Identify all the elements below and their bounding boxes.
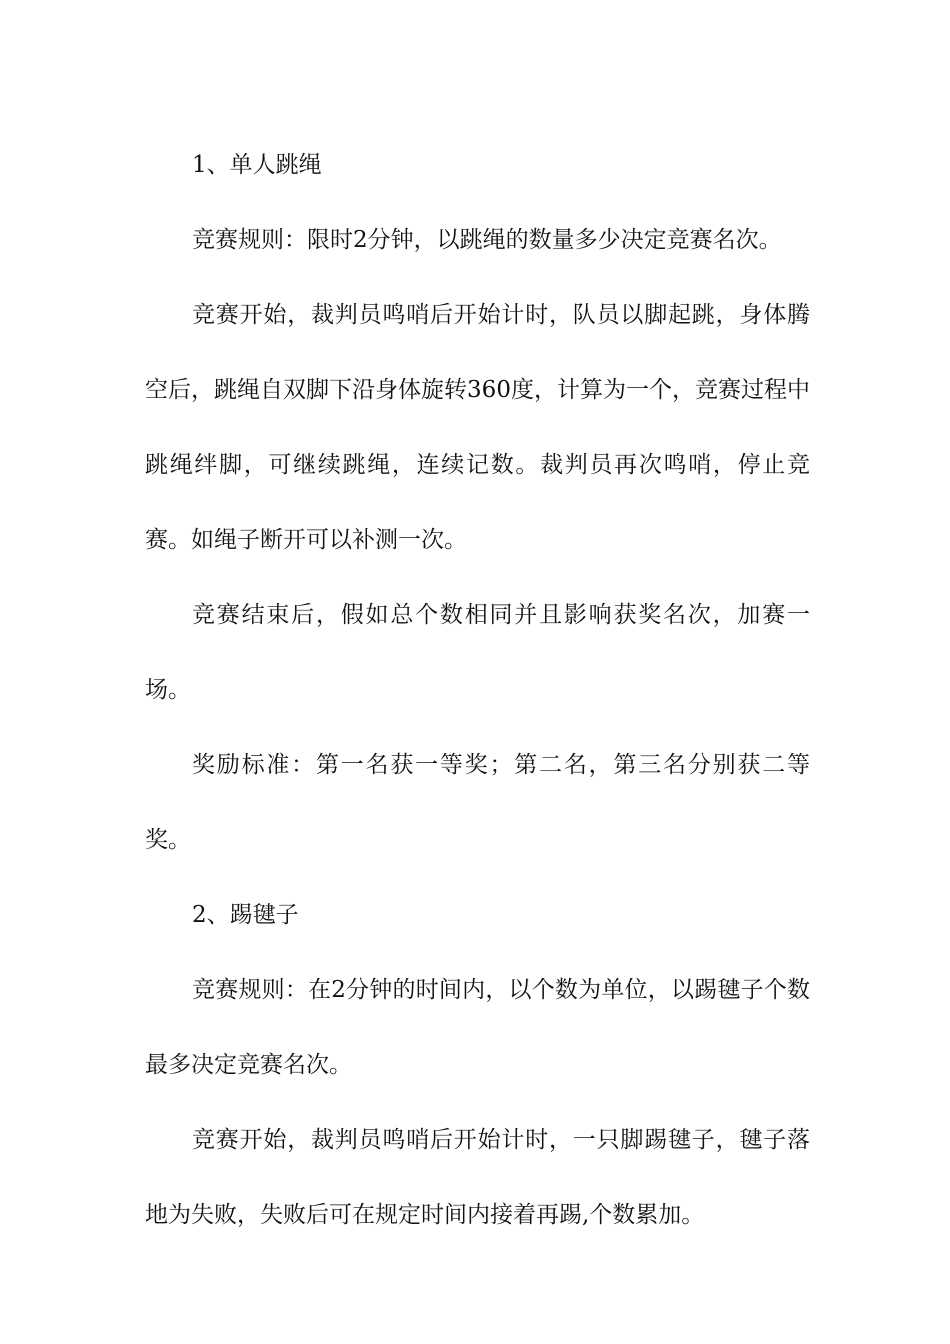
paragraph-rope-procedure: 竞赛开始，裁判员鸣哨后开始计时，队员以脚起跳，身体腾空后，跳绳自双脚下沿身体旋转360度，计算为一个，竞赛过程中跳绳绊脚，可继续跳绳，连续记数。裁判员再次鸣哨，停止竞赛。如绳子断开可以补测一次。 — [145, 302, 810, 553]
paragraph-rope-rules: 竞赛规则：限时2分钟，以跳绳的数量多少决定竞赛名次。 — [192, 227, 782, 253]
paragraph-rope-awards: 奖励标准：第一名获一等奖；第二名，第三名分别获二等奖。 — [145, 752, 810, 853]
section-heading-shuttlecock: 2、踢毽子 — [192, 902, 299, 928]
paragraph-rope-tiebreak: 竞赛结束后，假如总个数相同并且影响获奖名次，加赛一场。 — [145, 602, 810, 703]
document-body — [145, 128, 810, 1253]
paragraph-shuttlecock-rules: 竞赛规则：在2分钟的时间内，以个数为单位，以踢毽子个数最多决定竞赛名次。 — [145, 977, 810, 1078]
paragraph-shuttlecock-procedure: 竞赛开始，裁判员鸣哨后开始计时，一只脚踢毽子，毽子落地为失败，失败后可在规定时间内接着再踢,个数累加。 — [145, 1127, 810, 1228]
section-heading-skipping-rope: 1、单人跳绳 — [192, 152, 322, 178]
